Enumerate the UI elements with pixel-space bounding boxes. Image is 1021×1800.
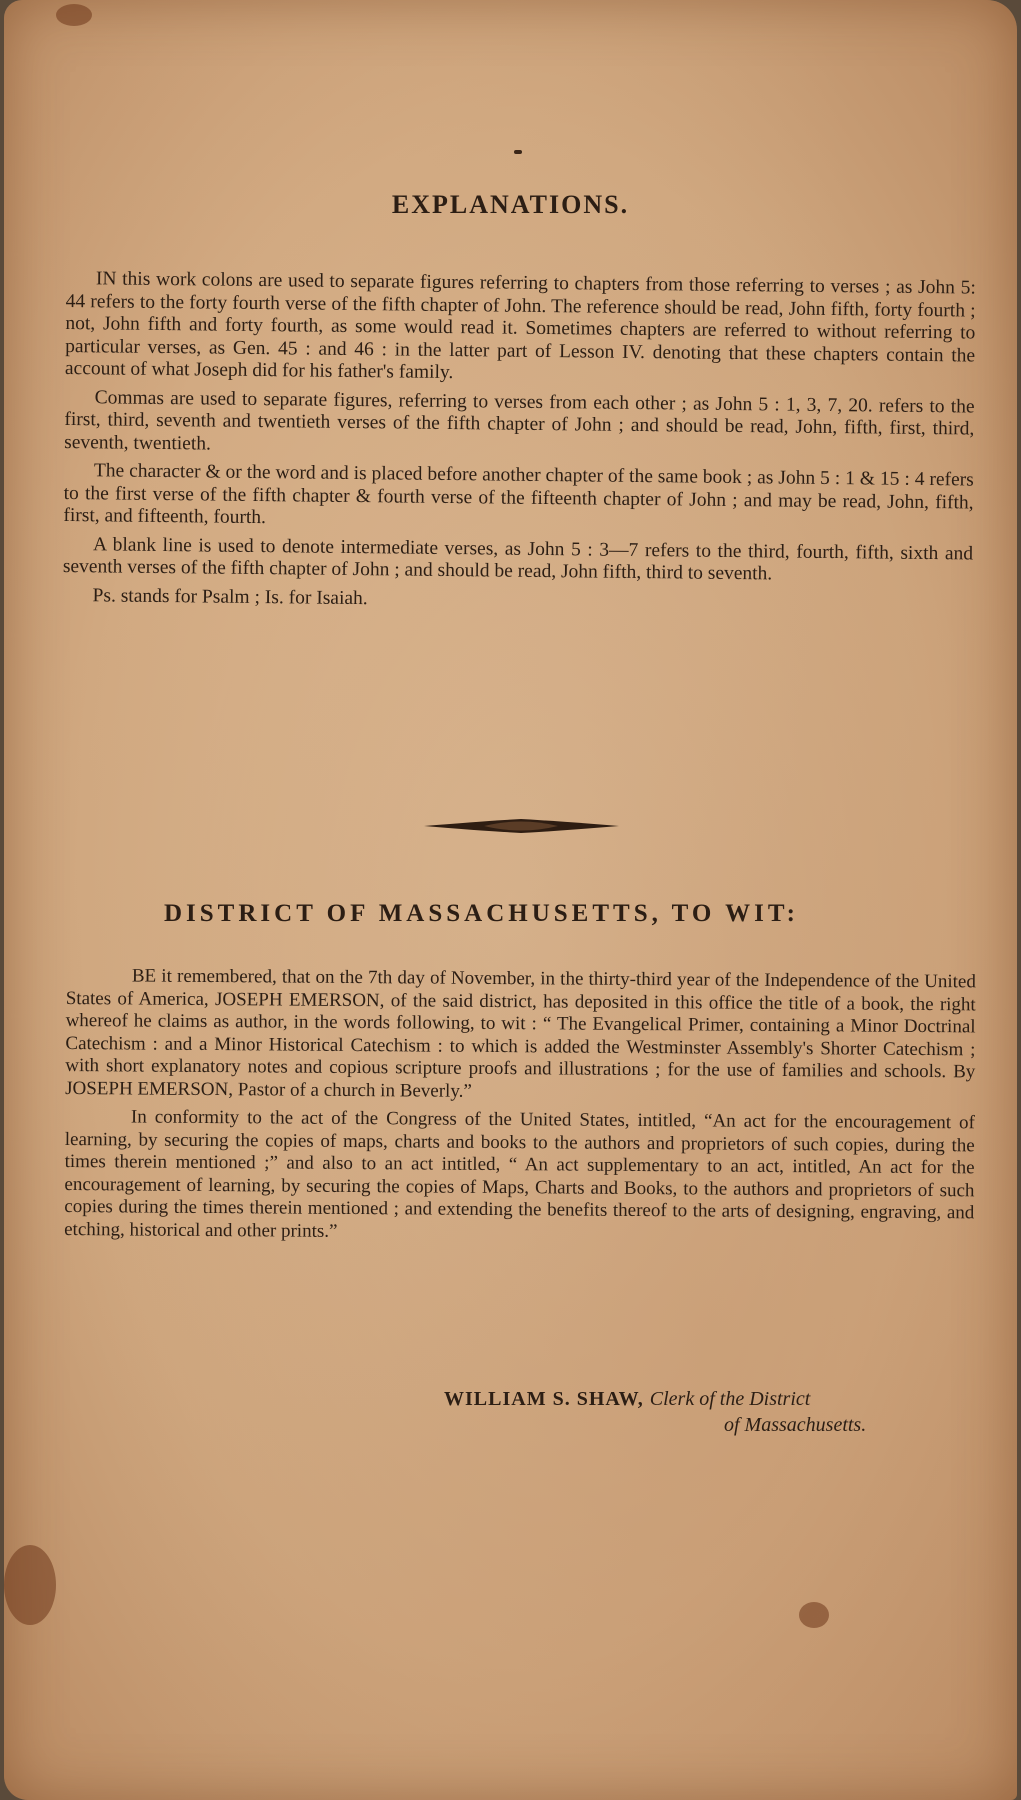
signature-title-continued: of Massachusetts.	[724, 1414, 867, 1436]
signature-line	[444, 1388, 810, 1411]
top-ornament	[514, 150, 522, 154]
explanation-paragraph-abbreviations: Ps. stands for Psalm ; Is. for Isaiah.	[92, 584, 368, 609]
district-body	[64, 965, 976, 1253]
explanation-paragraph-colons: IN this work colons are used to separate figures referring to chapters from those referring to verses ; as John 5: 44 refers to the forty fourth verse of the fifth chapter of John. The reference should be read, John fifth, forty fourth ; not, John fifth and forty fourth, as some would read it. Sometimes chapters are referred to without referring to particular verses, as Gen. 45 : and 46 : in the latter part of Lesson IV. denoting that these chapters contain the account of what Joseph did for his father's family.	[64, 268, 976, 384]
explanations-body	[62, 268, 976, 623]
explanation-paragraph-ampersand: The character & or the word and is placed before another chapter of the same book ; as John 5 : 1 & 15 : 4 refers to the first verse of the fifth chapter & fourth verse of the fifteenth chapter of John ; and may be read, John, fifth, first, and fifteenth, fourth.	[63, 460, 974, 529]
signature-title: Clerk of the District	[649, 1388, 811, 1410]
stain-left-edge	[4, 1545, 56, 1625]
stain-top-left	[56, 4, 92, 26]
explanation-paragraph-blank-line: A blank line is used to denote intermediate verses, as John 5 : 3—7 refers to the third, fourth, fifth, sixth and seventh verses of the fifth chapter of John ; and should be read, John fifth, third to seventh.	[62, 533, 974, 585]
district-title: DISTRICT OF MASSACHUSETTS, TO WIT:	[164, 900, 799, 927]
ornamental-divider	[424, 815, 619, 837]
stain-right-bottom	[799, 1602, 829, 1628]
district-paragraph-remembered: BE it remembered, that on the 7th day of November, in the thirty-third year of the Independence of the United States of America, JOSEPH EMERSON, of the said district, has deposited in this office the title of a book, the right whereof he claims as author, in the words following, to wit : “ The Evangelical Primer, containing a Minor Doctrinal Catechism : and a Minor Historical Catechism : to which is added the Westminster Assembly's Shorter Catechism ; with short explanatory notes and copious scripture proofs and illustrations ; for the use of families and schools. By JOSEPH EMERSON, Pastor of a church in Beverly.”	[65, 965, 976, 1102]
explanations-title: EXPLANATIONS.	[391, 190, 630, 219]
signature-name: WILLIAM S. SHAW,	[444, 1388, 644, 1410]
explanation-paragraph-commas: Commas are used to separate figures, referring to verses from each other ; as John 5 : 1, 3, 7, 20. refers to the first, third, seventh and twentieth verses of the fifth chapter of John ; and should be read, John, fifth, first, third, seventh, twentieth.	[64, 386, 975, 455]
district-paragraph-conformity: In conformity to the act of the Congress of the United States, intitled, “An act for the encouragement of learning, by securing the copies of maps, charts and books to the authors and proprietors of such copies, during the times therein mentioned ;” and also to an act intitled, “ An act supplementary to an act, intitled, An act for the encouragement of learning, by securing the copies of Maps, Charts and Books, to the authors and proprietors of such copies during the times therein mentioned ; and extending the benefits thereof to the arts of designing, engraving, and etching, historical and other prints.”	[64, 1106, 975, 1242]
document-page	[4, 0, 1017, 1800]
